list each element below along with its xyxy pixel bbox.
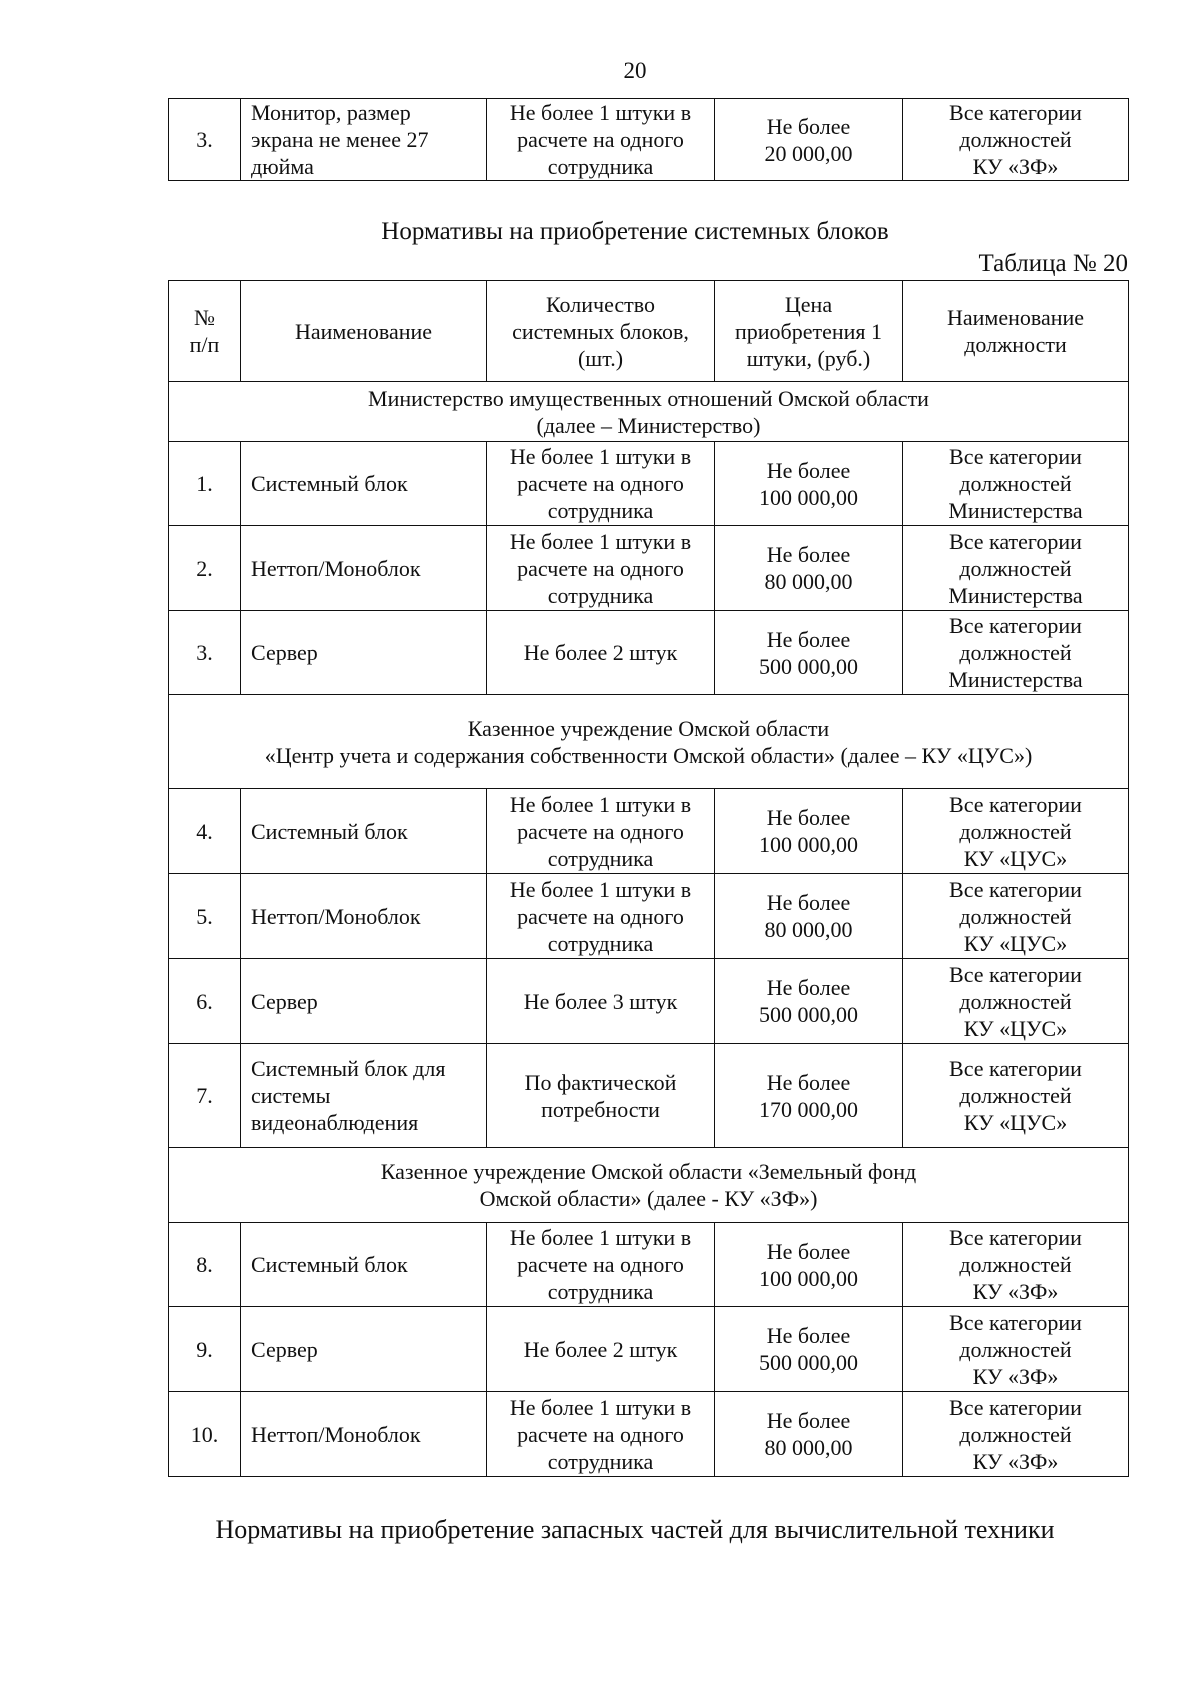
row-number: 2. xyxy=(169,526,241,611)
item-quantity xyxy=(487,442,715,526)
position-line: должностей xyxy=(959,555,1072,581)
item-position xyxy=(903,1223,1129,1307)
table-row xyxy=(169,1392,1129,1477)
group-title-line: Казенное учреждение Омской области «Земельный фонд xyxy=(380,1159,917,1184)
item-name: Сервер xyxy=(241,1307,487,1392)
price-line: Не более xyxy=(766,890,851,915)
item-price xyxy=(715,99,903,181)
quantity-line: Не более 1 штуки в xyxy=(509,1394,692,1420)
row-number: 10. xyxy=(169,1392,241,1477)
quantity-line: расчете на одного xyxy=(517,903,684,929)
item-quantity xyxy=(487,526,715,611)
position-line: должностей xyxy=(959,903,1072,929)
position-line: Все категории xyxy=(949,100,1082,125)
price-line: Не более xyxy=(766,1069,851,1095)
table-row xyxy=(169,526,1129,611)
price-line: 80 000,00 xyxy=(764,1435,853,1460)
item-position xyxy=(903,1307,1129,1392)
quantity-line: По фактической xyxy=(524,1069,677,1095)
quantity-line: сотрудника xyxy=(547,1279,654,1304)
item-name xyxy=(241,99,487,181)
position-line: должностей xyxy=(959,1083,1072,1108)
price-line: Не более xyxy=(766,457,851,483)
item-name-line: дюйма xyxy=(251,154,314,179)
position-line: Министерства xyxy=(948,667,1083,692)
quantity-line: Не более 1 штуки в xyxy=(509,1225,692,1250)
group-title xyxy=(169,1148,1129,1223)
header-line: должности xyxy=(964,332,1067,357)
quantity-line: сотрудника xyxy=(547,1448,654,1474)
header-line: Цена xyxy=(784,291,833,317)
item-price xyxy=(715,1307,903,1392)
quantity-line: сотрудника xyxy=(547,582,654,608)
header-name: Наименование xyxy=(241,281,487,382)
header-position xyxy=(903,281,1129,382)
item-price xyxy=(715,442,903,526)
item-price xyxy=(715,526,903,611)
row-number: 3. xyxy=(169,99,241,181)
position-line: Все категории xyxy=(949,791,1082,817)
group-title-row xyxy=(169,1148,1129,1223)
item-position xyxy=(903,442,1129,526)
item-quantity: Не более 2 штук xyxy=(487,1307,715,1392)
position-line: КУ «ЦУС» xyxy=(963,930,1068,956)
price-line: 500 000,00 xyxy=(759,1002,858,1027)
position-line: Все категории xyxy=(949,613,1082,638)
header-line: системных блоков, xyxy=(512,318,689,344)
position-line: Все категории xyxy=(949,444,1082,469)
table-row xyxy=(169,99,1129,181)
price-line: 100 000,00 xyxy=(759,832,858,857)
item-quantity xyxy=(487,1392,715,1477)
item-position xyxy=(903,526,1129,611)
item-position xyxy=(903,959,1129,1044)
price-line: 500 000,00 xyxy=(759,1350,858,1375)
group-title-line: Казенное учреждение Омской области xyxy=(467,715,830,741)
quantity-line: Не более 1 штуки в xyxy=(509,100,692,125)
position-line: КУ «ЦУС» xyxy=(963,1110,1068,1135)
group-title-line: Омской области» (далее - КУ «ЗФ») xyxy=(479,1186,818,1211)
group-title-row xyxy=(169,695,1129,789)
price-line: Не более xyxy=(766,805,851,830)
section-heading: Нормативы на приобретение системных блоков xyxy=(381,218,889,245)
price-line: 80 000,00 xyxy=(764,917,853,942)
item-position xyxy=(903,1392,1129,1477)
position-line: должностей xyxy=(959,1252,1072,1277)
position-line: должностей xyxy=(959,1336,1072,1362)
item-price xyxy=(715,611,903,695)
group-title xyxy=(169,382,1129,442)
item-position xyxy=(903,99,1129,181)
table-row xyxy=(169,874,1129,959)
quantity-line: Не более 1 штуки в xyxy=(509,528,692,554)
group-title-line: «Центр учета и содержания собственности Омской области» (далее – КУ «ЦУС») xyxy=(264,742,1033,768)
header-line: Наименование xyxy=(946,305,1085,330)
row-number: 9. xyxy=(169,1307,241,1392)
group-title xyxy=(169,695,1129,789)
position-line: КУ «ЦУС» xyxy=(963,1015,1068,1041)
quantity-line: сотрудника xyxy=(547,930,654,956)
item-quantity: Не более 3 штук xyxy=(487,959,715,1044)
price-line: 500 000,00 xyxy=(759,653,858,679)
position-line: Министерства xyxy=(948,498,1083,523)
position-line: КУ «ЦУС» xyxy=(963,845,1068,871)
quantity-line: Не более 1 штуки в xyxy=(509,444,692,469)
row-number: 5. xyxy=(169,874,241,959)
table-row xyxy=(169,611,1129,695)
quantity-line: расчете на одного xyxy=(517,818,684,844)
header-line: (шт.) xyxy=(577,345,624,371)
table-row xyxy=(169,1307,1129,1392)
price-line: Не более xyxy=(766,1238,851,1264)
row-number: 8. xyxy=(169,1223,241,1307)
position-line: Все категории xyxy=(949,1394,1082,1420)
quantity-line: потребности xyxy=(541,1096,660,1122)
price-line: 100 000,00 xyxy=(759,484,858,510)
item-name-line: экрана не менее 27 xyxy=(251,127,429,152)
item-quantity: Не более 2 штук xyxy=(487,611,715,695)
header-line: приобретения 1 xyxy=(734,318,883,344)
item-name-line: Монитор, размер xyxy=(251,100,411,125)
item-name-line: системы xyxy=(251,1083,331,1108)
item-price xyxy=(715,874,903,959)
position-line: должностей xyxy=(959,127,1072,152)
header-price xyxy=(715,281,903,382)
quantity-line: расчете на одного xyxy=(517,1421,684,1447)
item-position xyxy=(903,874,1129,959)
row-number: 3. xyxy=(169,611,241,695)
page-number: 20 xyxy=(623,58,647,83)
item-name: Системный блок xyxy=(241,1223,487,1307)
header-line: п/п xyxy=(189,332,220,357)
item-quantity xyxy=(487,99,715,181)
item-name-line: Системный блок для xyxy=(251,1056,446,1081)
table-header-row xyxy=(169,281,1129,382)
item-quantity xyxy=(487,789,715,874)
price-line: 170 000,00 xyxy=(759,1096,858,1122)
item-name: Сервер xyxy=(241,959,487,1044)
continued-table xyxy=(168,98,1129,181)
item-quantity xyxy=(487,1044,715,1148)
system-units-table xyxy=(168,280,1129,1477)
item-name xyxy=(241,1044,487,1148)
row-number: 7. xyxy=(169,1044,241,1148)
item-price xyxy=(715,1044,903,1148)
position-line: Министерства xyxy=(948,582,1083,608)
row-number: 4. xyxy=(169,789,241,874)
item-quantity xyxy=(487,874,715,959)
price-line: Не более xyxy=(766,113,851,139)
table-row xyxy=(169,1044,1129,1148)
quantity-line: расчете на одного xyxy=(517,555,684,581)
price-line: 80 000,00 xyxy=(764,569,853,594)
group-title-row xyxy=(169,382,1129,442)
item-quantity xyxy=(487,1223,715,1307)
section-heading: Нормативы на приобретение запасных частей для вычислительной техники xyxy=(215,1515,1055,1544)
quantity-line: Не более 1 штуки в xyxy=(509,791,692,817)
header-line: № xyxy=(194,305,215,330)
item-name: Сервер xyxy=(241,611,487,695)
item-name: Неттоп/Моноблок xyxy=(241,874,487,959)
item-name-line: видеонаблюдения xyxy=(251,1110,419,1135)
header-line: Количество xyxy=(545,291,656,317)
position-line: КУ «ЗФ» xyxy=(972,154,1059,179)
row-number: 1. xyxy=(169,442,241,526)
position-line: Все категории xyxy=(949,1225,1082,1250)
table-row xyxy=(169,1223,1129,1307)
item-name: Неттоп/Моноблок xyxy=(241,526,487,611)
quantity-line: сотрудника xyxy=(547,154,654,179)
quantity-line: расчете на одного xyxy=(517,1252,684,1277)
quantity-line: сотрудника xyxy=(547,845,654,871)
quantity-line: сотрудника xyxy=(547,498,654,523)
position-line: Все категории xyxy=(949,876,1082,902)
table-row xyxy=(169,442,1129,526)
item-name: Системный блок xyxy=(241,442,487,526)
item-position xyxy=(903,1044,1129,1148)
table-label: Таблица № 20 xyxy=(978,250,1128,277)
quantity-line: Не более 1 штуки в xyxy=(509,876,692,902)
price-line: Не более xyxy=(766,542,851,567)
price-line: Не более xyxy=(766,1408,851,1433)
position-line: должностей xyxy=(959,471,1072,496)
position-line: Все категории xyxy=(949,961,1082,987)
position-line: КУ «ЗФ» xyxy=(972,1279,1059,1304)
item-position xyxy=(903,611,1129,695)
quantity-line: расчете на одного xyxy=(517,471,684,496)
row-number: 6. xyxy=(169,959,241,1044)
group-title-line: Министерство имущественных отношений Омской области xyxy=(368,385,929,411)
header-quantity xyxy=(487,281,715,382)
item-price xyxy=(715,789,903,874)
table-row xyxy=(169,959,1129,1044)
price-line: Не более xyxy=(766,975,851,1000)
item-position xyxy=(903,789,1129,874)
position-line: Все категории xyxy=(949,1309,1082,1335)
price-line: Не более xyxy=(766,626,851,652)
position-line: Все категории xyxy=(949,1056,1082,1081)
position-line: КУ «ЗФ» xyxy=(972,1363,1059,1389)
position-line: КУ «ЗФ» xyxy=(972,1448,1059,1474)
position-line: должностей xyxy=(959,640,1072,665)
price-line: 20 000,00 xyxy=(764,140,853,166)
item-name: Неттоп/Моноблок xyxy=(241,1392,487,1477)
item-price xyxy=(715,1223,903,1307)
position-line: должностей xyxy=(959,988,1072,1014)
item-name: Системный блок xyxy=(241,789,487,874)
table-row xyxy=(169,789,1129,874)
group-title-line: (далее – Министерство) xyxy=(536,412,761,438)
item-price xyxy=(715,959,903,1044)
quantity-line: расчете на одного xyxy=(517,127,684,152)
header-number xyxy=(169,281,241,382)
item-price xyxy=(715,1392,903,1477)
price-line: 100 000,00 xyxy=(759,1265,858,1291)
position-line: Все категории xyxy=(949,528,1082,554)
header-line: штуки, (руб.) xyxy=(746,345,871,371)
price-line: Не более xyxy=(766,1323,851,1348)
position-line: должностей xyxy=(959,818,1072,844)
position-line: должностей xyxy=(959,1421,1072,1447)
